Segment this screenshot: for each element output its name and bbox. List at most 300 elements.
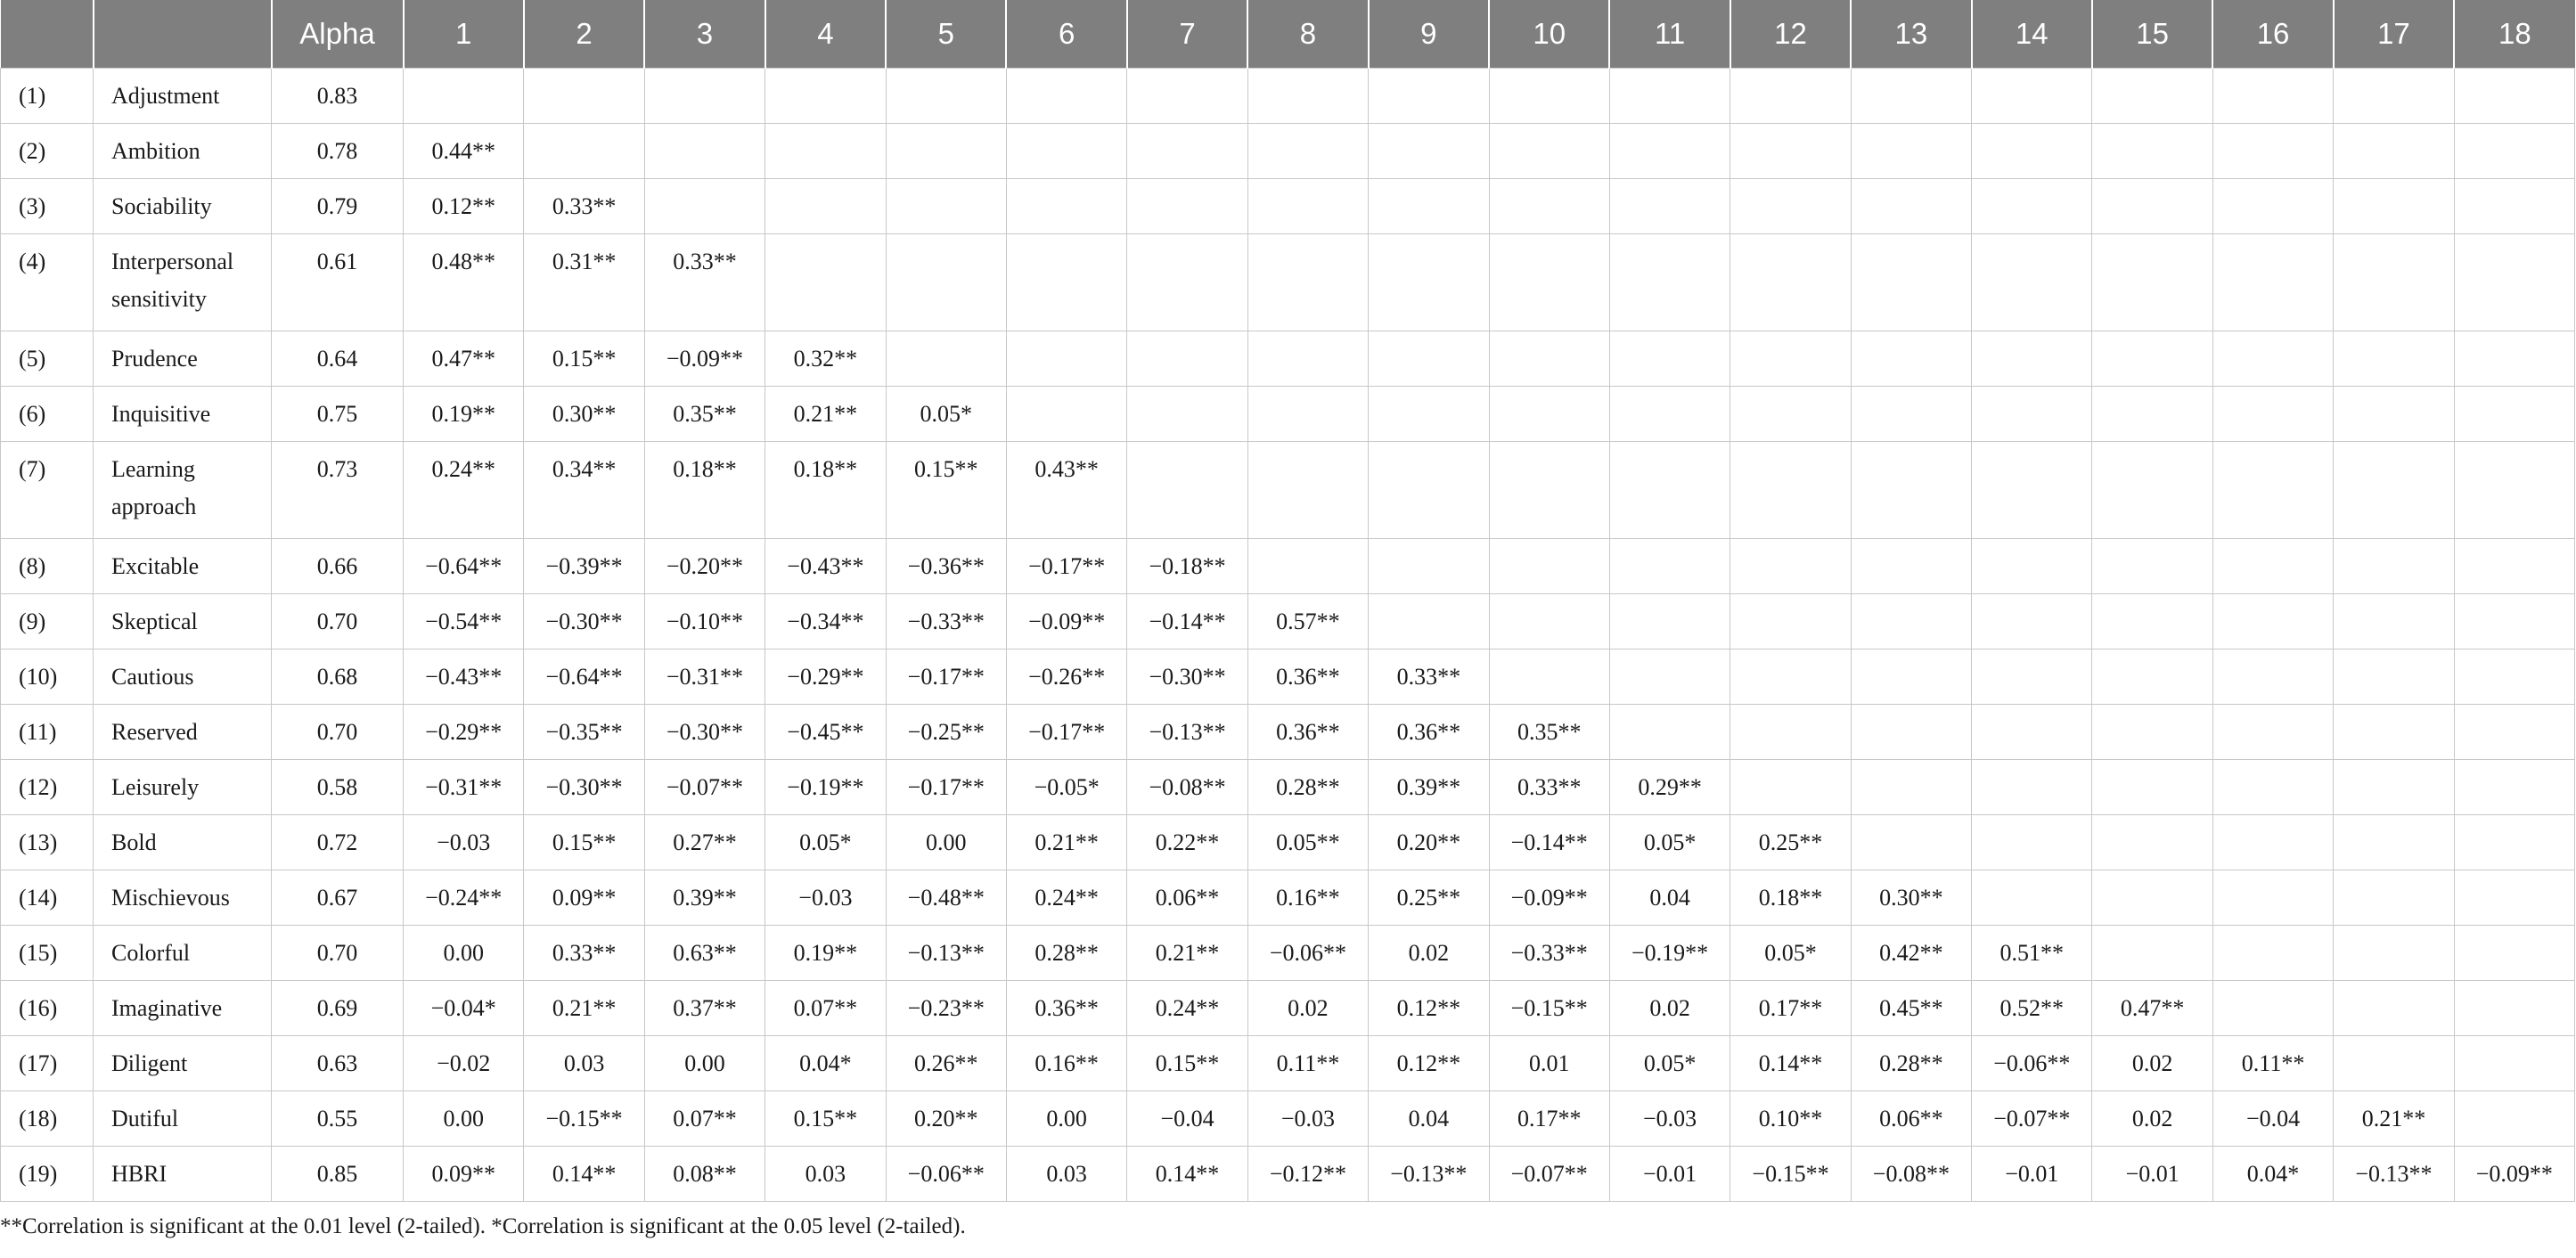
correlation-cell: 0.05** bbox=[1247, 815, 1368, 870]
correlation-cell bbox=[1369, 594, 1489, 649]
correlation-cell bbox=[886, 331, 1006, 387]
correlation-cell bbox=[1489, 179, 1609, 234]
correlation-cell: 0.15** bbox=[524, 331, 644, 387]
correlation-cell: −0.25** bbox=[886, 705, 1006, 760]
correlation-cell bbox=[2454, 870, 2574, 926]
correlation-cell: −0.29** bbox=[404, 705, 524, 760]
alpha-cell: 0.61 bbox=[272, 234, 404, 331]
table-row bbox=[1, 1036, 2575, 1091]
header-blank bbox=[94, 0, 272, 69]
correlation-cell bbox=[1489, 594, 1609, 649]
correlation-cell: −0.06** bbox=[1972, 1036, 2092, 1091]
correlation-cell: −0.01 bbox=[1972, 1147, 2092, 1202]
alpha-cell: 0.73 bbox=[272, 442, 404, 539]
row-label: Inquisitive bbox=[94, 387, 272, 442]
correlation-cell bbox=[1006, 387, 1126, 442]
correlation-cell bbox=[2334, 387, 2454, 442]
row-number: (4) bbox=[1, 234, 94, 331]
correlation-cell bbox=[1851, 539, 1971, 594]
correlation-cell: 0.19** bbox=[404, 387, 524, 442]
row-label: Dutiful bbox=[94, 1091, 272, 1147]
row-label: Imaginative bbox=[94, 981, 272, 1036]
correlation-cell bbox=[2212, 594, 2333, 649]
correlation-cell: 0.04 bbox=[1369, 1091, 1489, 1147]
correlation-cell: 0.28** bbox=[1006, 926, 1126, 981]
table-row bbox=[1, 1091, 2575, 1147]
correlation-cell: −0.30** bbox=[1127, 649, 1247, 705]
table-row bbox=[1, 926, 2575, 981]
correlation-cell: 0.15** bbox=[1127, 1036, 1247, 1091]
table-footnote: **Correlation is significant at the 0.01 level (2-tailed). *Correlation is significant at the 0.05 level (2-tailed). bbox=[0, 1214, 966, 1238]
correlation-cell: −0.39** bbox=[524, 539, 644, 594]
row-number: (9) bbox=[1, 594, 94, 649]
alpha-cell: 0.70 bbox=[272, 926, 404, 981]
correlation-cell: 0.57** bbox=[1247, 594, 1368, 649]
correlation-cell: 0.08** bbox=[644, 1147, 765, 1202]
correlation-cell: 0.16** bbox=[1006, 1036, 1126, 1091]
correlation-cell bbox=[2454, 234, 2574, 331]
table-row bbox=[1, 1147, 2575, 1202]
header-col-8: 8 bbox=[1247, 0, 1368, 69]
correlation-cell bbox=[1489, 331, 1609, 387]
correlation-cell: −0.05* bbox=[1006, 760, 1126, 815]
correlation-cell bbox=[2334, 179, 2454, 234]
correlation-cell bbox=[2454, 1036, 2574, 1091]
correlation-cell: 0.12** bbox=[404, 179, 524, 234]
correlation-cell bbox=[2092, 870, 2212, 926]
row-number: (13) bbox=[1, 815, 94, 870]
correlation-cell bbox=[1730, 179, 1851, 234]
correlation-cell bbox=[1006, 124, 1126, 179]
correlation-cell: 0.33** bbox=[644, 234, 765, 331]
correlation-cell: −0.33** bbox=[1489, 926, 1609, 981]
correlation-cell bbox=[1127, 179, 1247, 234]
correlation-cell: −0.30** bbox=[524, 760, 644, 815]
header-col-11: 11 bbox=[1609, 0, 1730, 69]
row-number: (1) bbox=[1, 69, 94, 124]
correlation-cell: 0.21** bbox=[1006, 815, 1126, 870]
correlation-cell bbox=[2212, 331, 2333, 387]
correlation-cell bbox=[1851, 234, 1971, 331]
correlation-cell: 0.09** bbox=[524, 870, 644, 926]
correlation-cell: 0.12** bbox=[1369, 981, 1489, 1036]
correlation-cell bbox=[2334, 442, 2454, 539]
correlation-cell bbox=[2454, 705, 2574, 760]
correlation-cell: 0.22** bbox=[1127, 815, 1247, 870]
correlation-cell: −0.64** bbox=[524, 649, 644, 705]
correlation-cell: −0.15** bbox=[1730, 1147, 1851, 1202]
correlation-cell: −0.26** bbox=[1006, 649, 1126, 705]
correlation-cell bbox=[1489, 69, 1609, 124]
correlation-cell bbox=[1369, 179, 1489, 234]
correlation-cell: 0.28** bbox=[1247, 760, 1368, 815]
correlation-cell bbox=[2334, 926, 2454, 981]
table-body bbox=[1, 69, 2575, 1202]
correlation-cell: 0.03 bbox=[765, 1147, 886, 1202]
correlation-cell bbox=[644, 69, 765, 124]
correlation-cell: −0.09** bbox=[1489, 870, 1609, 926]
correlation-cell bbox=[2334, 815, 2454, 870]
correlation-cell bbox=[2334, 331, 2454, 387]
correlation-cell bbox=[2212, 981, 2333, 1036]
correlation-cell: 0.52** bbox=[1972, 981, 2092, 1036]
correlation-cell bbox=[2092, 760, 2212, 815]
correlation-cell bbox=[1609, 594, 1730, 649]
row-label: Interpersonal sensitivity bbox=[94, 234, 272, 331]
correlation-cell bbox=[1730, 760, 1851, 815]
correlation-cell bbox=[2454, 1091, 2574, 1147]
correlation-cell bbox=[1730, 442, 1851, 539]
correlation-cell bbox=[1489, 539, 1609, 594]
correlation-cell: −0.17** bbox=[1006, 705, 1126, 760]
correlation-cell bbox=[2334, 234, 2454, 331]
correlation-cell: 0.30** bbox=[524, 387, 644, 442]
correlation-cell bbox=[1247, 124, 1368, 179]
correlation-cell bbox=[1369, 442, 1489, 539]
row-number: (2) bbox=[1, 124, 94, 179]
correlation-cell: −0.12** bbox=[1247, 1147, 1368, 1202]
correlation-cell: 0.00 bbox=[404, 926, 524, 981]
header-col-16: 16 bbox=[2212, 0, 2333, 69]
correlation-cell bbox=[2092, 649, 2212, 705]
correlation-cell bbox=[1247, 387, 1368, 442]
correlation-cell: 0.39** bbox=[644, 870, 765, 926]
correlation-cell: −0.34** bbox=[765, 594, 886, 649]
correlation-cell: 0.42** bbox=[1851, 926, 1971, 981]
correlation-cell: 0.26** bbox=[886, 1036, 1006, 1091]
correlation-cell: 0.14** bbox=[524, 1147, 644, 1202]
correlation-cell bbox=[2334, 124, 2454, 179]
correlation-cell bbox=[765, 69, 886, 124]
correlation-cell: 0.18** bbox=[644, 442, 765, 539]
table-row bbox=[1, 539, 2575, 594]
correlation-cell: −0.09** bbox=[644, 331, 765, 387]
correlation-cell: 0.47** bbox=[2092, 981, 2212, 1036]
header-col-6: 6 bbox=[1006, 0, 1126, 69]
row-label: Bold bbox=[94, 815, 272, 870]
correlation-cell bbox=[2212, 705, 2333, 760]
correlation-cell bbox=[1851, 442, 1971, 539]
alpha-cell: 0.70 bbox=[272, 594, 404, 649]
correlation-cell bbox=[1609, 69, 1730, 124]
correlation-cell bbox=[1006, 234, 1126, 331]
correlation-cell: −0.64** bbox=[404, 539, 524, 594]
correlation-cell: 0.28** bbox=[1851, 1036, 1971, 1091]
correlation-cell bbox=[404, 69, 524, 124]
correlation-cell bbox=[1369, 539, 1489, 594]
correlation-cell bbox=[1369, 124, 1489, 179]
correlation-cell bbox=[1127, 387, 1247, 442]
correlation-cell bbox=[1972, 539, 2092, 594]
correlation-cell: −0.13** bbox=[2334, 1147, 2454, 1202]
correlation-cell: 0.20** bbox=[886, 1091, 1006, 1147]
correlation-cell bbox=[2454, 179, 2574, 234]
correlation-cell bbox=[2454, 926, 2574, 981]
correlation-cell: 0.00 bbox=[1006, 1091, 1126, 1147]
alpha-cell: 0.63 bbox=[272, 1036, 404, 1091]
correlation-cell bbox=[2092, 124, 2212, 179]
correlation-cell: −0.06** bbox=[886, 1147, 1006, 1202]
correlation-cell: 0.36** bbox=[1006, 981, 1126, 1036]
correlation-cell: −0.45** bbox=[765, 705, 886, 760]
correlation-cell bbox=[1972, 594, 2092, 649]
correlation-cell bbox=[2212, 442, 2333, 539]
correlation-cell bbox=[1730, 124, 1851, 179]
correlation-cell bbox=[1247, 69, 1368, 124]
correlation-cell bbox=[1730, 705, 1851, 760]
row-label: Skeptical bbox=[94, 594, 272, 649]
correlation-cell bbox=[1730, 234, 1851, 331]
alpha-cell: 0.67 bbox=[272, 870, 404, 926]
header-col-12: 12 bbox=[1730, 0, 1851, 69]
correlation-cell: −0.04 bbox=[2212, 1091, 2333, 1147]
correlation-cell: −0.24** bbox=[404, 870, 524, 926]
correlation-cell bbox=[2212, 926, 2333, 981]
correlation-cell bbox=[1730, 69, 1851, 124]
correlation-cell bbox=[2212, 760, 2333, 815]
correlation-cell: 0.05* bbox=[1609, 1036, 1730, 1091]
correlation-cell: 0.02 bbox=[1247, 981, 1368, 1036]
correlation-cell bbox=[2454, 539, 2574, 594]
correlation-cell bbox=[1006, 331, 1126, 387]
alpha-cell: 0.69 bbox=[272, 981, 404, 1036]
correlation-cell: 0.05* bbox=[1730, 926, 1851, 981]
row-number: (5) bbox=[1, 331, 94, 387]
correlation-cell bbox=[886, 124, 1006, 179]
correlation-cell bbox=[765, 234, 886, 331]
row-number: (14) bbox=[1, 870, 94, 926]
correlation-cell bbox=[1609, 179, 1730, 234]
correlation-cell: −0.17** bbox=[886, 649, 1006, 705]
alpha-cell: 0.78 bbox=[272, 124, 404, 179]
correlation-cell: −0.19** bbox=[1609, 926, 1730, 981]
correlation-cell: 0.00 bbox=[886, 815, 1006, 870]
correlation-cell: 0.11** bbox=[2212, 1036, 2333, 1091]
row-number: (3) bbox=[1, 179, 94, 234]
correlation-cell bbox=[1851, 594, 1971, 649]
correlation-cell bbox=[1127, 331, 1247, 387]
correlation-cell bbox=[2092, 539, 2212, 594]
correlation-cell: 0.39** bbox=[1369, 760, 1489, 815]
correlation-cell: −0.18** bbox=[1127, 539, 1247, 594]
table-row bbox=[1, 981, 2575, 1036]
correlation-cell: −0.35** bbox=[524, 705, 644, 760]
row-label: Prudence bbox=[94, 331, 272, 387]
alpha-cell: 0.64 bbox=[272, 331, 404, 387]
correlation-cell bbox=[1127, 69, 1247, 124]
correlation-cell bbox=[765, 124, 886, 179]
table-row bbox=[1, 179, 2575, 234]
correlation-cell: 0.12** bbox=[1369, 1036, 1489, 1091]
correlation-cell: −0.54** bbox=[404, 594, 524, 649]
correlation-cell: 0.30** bbox=[1851, 870, 1971, 926]
correlation-cell bbox=[1247, 331, 1368, 387]
correlation-cell bbox=[2212, 124, 2333, 179]
correlation-cell bbox=[1851, 331, 1971, 387]
correlation-cell: −0.10** bbox=[644, 594, 765, 649]
correlation-cell: −0.13** bbox=[1369, 1147, 1489, 1202]
alpha-cell: 0.72 bbox=[272, 815, 404, 870]
correlation-cell bbox=[1972, 387, 2092, 442]
row-number: (7) bbox=[1, 442, 94, 539]
correlation-cell: 0.25** bbox=[1730, 815, 1851, 870]
header-col-7: 7 bbox=[1127, 0, 1247, 69]
correlation-cell: −0.02 bbox=[404, 1036, 524, 1091]
correlation-cell bbox=[1247, 179, 1368, 234]
correlation-cell bbox=[1247, 539, 1368, 594]
correlation-cell: 0.07** bbox=[644, 1091, 765, 1147]
correlation-cell bbox=[644, 179, 765, 234]
header-col-17: 17 bbox=[2334, 0, 2454, 69]
row-number: (8) bbox=[1, 539, 94, 594]
correlation-cell: 0.03 bbox=[524, 1036, 644, 1091]
header-col-15: 15 bbox=[2092, 0, 2212, 69]
correlation-cell: −0.01 bbox=[2092, 1147, 2212, 1202]
correlation-cell: 0.18** bbox=[1730, 870, 1851, 926]
header-col-2: 2 bbox=[524, 0, 644, 69]
correlation-cell: 0.15** bbox=[524, 815, 644, 870]
alpha-cell: 0.70 bbox=[272, 705, 404, 760]
header-alpha: Alpha bbox=[272, 0, 404, 69]
correlation-cell: −0.31** bbox=[404, 760, 524, 815]
correlation-cell bbox=[1609, 705, 1730, 760]
header-blank bbox=[1, 0, 94, 69]
correlation-cell: 0.14** bbox=[1730, 1036, 1851, 1091]
correlation-cell: 0.34** bbox=[524, 442, 644, 539]
correlation-cell: 0.25** bbox=[1369, 870, 1489, 926]
correlation-cell bbox=[2334, 649, 2454, 705]
correlation-cell: −0.07** bbox=[644, 760, 765, 815]
correlation-cell: −0.03 bbox=[1609, 1091, 1730, 1147]
correlation-cell: −0.29** bbox=[765, 649, 886, 705]
correlation-cell bbox=[1730, 649, 1851, 705]
row-number: (10) bbox=[1, 649, 94, 705]
correlation-cell: 0.21** bbox=[1127, 926, 1247, 981]
table-row bbox=[1, 234, 2575, 331]
correlation-cell bbox=[2334, 981, 2454, 1036]
header-col-18: 18 bbox=[2454, 0, 2574, 69]
correlation-cell bbox=[886, 69, 1006, 124]
correlation-cell bbox=[1972, 815, 2092, 870]
correlation-cell: 0.02 bbox=[2092, 1036, 2212, 1091]
correlation-cell: 0.35** bbox=[644, 387, 765, 442]
correlation-cell bbox=[2454, 387, 2574, 442]
table-row bbox=[1, 331, 2575, 387]
correlation-cell bbox=[2334, 760, 2454, 815]
correlation-cell bbox=[1609, 387, 1730, 442]
correlation-cell: 0.48** bbox=[404, 234, 524, 331]
correlation-cell bbox=[1127, 124, 1247, 179]
correlation-cell bbox=[1247, 234, 1368, 331]
correlation-cell: −0.43** bbox=[404, 649, 524, 705]
table-header-row bbox=[1, 0, 2575, 69]
correlation-cell: 0.33** bbox=[524, 926, 644, 981]
correlation-cell bbox=[2454, 981, 2574, 1036]
correlation-cell: 0.33** bbox=[1369, 649, 1489, 705]
row-number: (12) bbox=[1, 760, 94, 815]
correlation-cell: 0.04* bbox=[765, 1036, 886, 1091]
correlation-cell: 0.43** bbox=[1006, 442, 1126, 539]
correlation-cell: 0.24** bbox=[1006, 870, 1126, 926]
correlation-cell bbox=[1369, 234, 1489, 331]
correlation-cell: −0.19** bbox=[765, 760, 886, 815]
correlation-cell: −0.07** bbox=[1489, 1147, 1609, 1202]
correlation-cell bbox=[2092, 926, 2212, 981]
correlation-cell bbox=[1730, 331, 1851, 387]
correlation-cell: 0.21** bbox=[524, 981, 644, 1036]
table-row bbox=[1, 594, 2575, 649]
correlation-cell: −0.13** bbox=[1127, 705, 1247, 760]
correlation-cell: −0.30** bbox=[524, 594, 644, 649]
correlation-cell: 0.17** bbox=[1489, 1091, 1609, 1147]
header-col-10: 10 bbox=[1489, 0, 1609, 69]
row-number: (17) bbox=[1, 1036, 94, 1091]
correlation-cell bbox=[2092, 594, 2212, 649]
correlation-cell bbox=[524, 69, 644, 124]
correlation-cell: −0.20** bbox=[644, 539, 765, 594]
header-col-3: 3 bbox=[644, 0, 765, 69]
correlation-cell bbox=[1489, 649, 1609, 705]
correlation-cell bbox=[1851, 705, 1971, 760]
correlation-cell bbox=[1972, 705, 2092, 760]
correlation-cell bbox=[524, 124, 644, 179]
correlation-cell: −0.17** bbox=[1006, 539, 1126, 594]
correlation-cell bbox=[1489, 387, 1609, 442]
correlation-cell: −0.03 bbox=[1247, 1091, 1368, 1147]
table-row bbox=[1, 649, 2575, 705]
correlation-cell: 0.19** bbox=[765, 926, 886, 981]
correlation-cell bbox=[1851, 649, 1971, 705]
row-label: Ambition bbox=[94, 124, 272, 179]
correlation-cell bbox=[1972, 124, 2092, 179]
correlation-cell bbox=[1609, 331, 1730, 387]
correlation-cell bbox=[1127, 442, 1247, 539]
table-row bbox=[1, 705, 2575, 760]
correlation-cell bbox=[1972, 234, 2092, 331]
correlation-cell bbox=[1972, 179, 2092, 234]
correlation-cell bbox=[1972, 870, 2092, 926]
alpha-cell: 0.68 bbox=[272, 649, 404, 705]
correlation-cell bbox=[765, 179, 886, 234]
correlation-cell bbox=[2212, 69, 2333, 124]
correlation-cell: 0.02 bbox=[1369, 926, 1489, 981]
correlation-cell: 0.16** bbox=[1247, 870, 1368, 926]
row-label: HBRI bbox=[94, 1147, 272, 1202]
correlation-cell bbox=[1247, 442, 1368, 539]
correlation-cell bbox=[1851, 179, 1971, 234]
correlation-cell bbox=[1609, 124, 1730, 179]
correlation-cell: 0.20** bbox=[1369, 815, 1489, 870]
correlation-cell: 0.06** bbox=[1127, 870, 1247, 926]
correlation-cell: −0.48** bbox=[886, 870, 1006, 926]
correlation-cell bbox=[1972, 331, 2092, 387]
correlation-cell bbox=[886, 179, 1006, 234]
row-label: Learning approach bbox=[94, 442, 272, 539]
correlation-cell: −0.09** bbox=[2454, 1147, 2574, 1202]
correlation-cell bbox=[886, 234, 1006, 331]
correlation-cell: 0.14** bbox=[1127, 1147, 1247, 1202]
row-number: (18) bbox=[1, 1091, 94, 1147]
correlation-cell bbox=[2334, 705, 2454, 760]
correlation-cell bbox=[1369, 387, 1489, 442]
correlation-cell bbox=[1006, 179, 1126, 234]
correlation-cell bbox=[2454, 124, 2574, 179]
correlation-cell: −0.01 bbox=[1609, 1147, 1730, 1202]
correlation-cell: −0.03 bbox=[765, 870, 886, 926]
alpha-cell: 0.83 bbox=[272, 69, 404, 124]
correlation-cell bbox=[1851, 124, 1971, 179]
correlation-cell bbox=[1730, 594, 1851, 649]
